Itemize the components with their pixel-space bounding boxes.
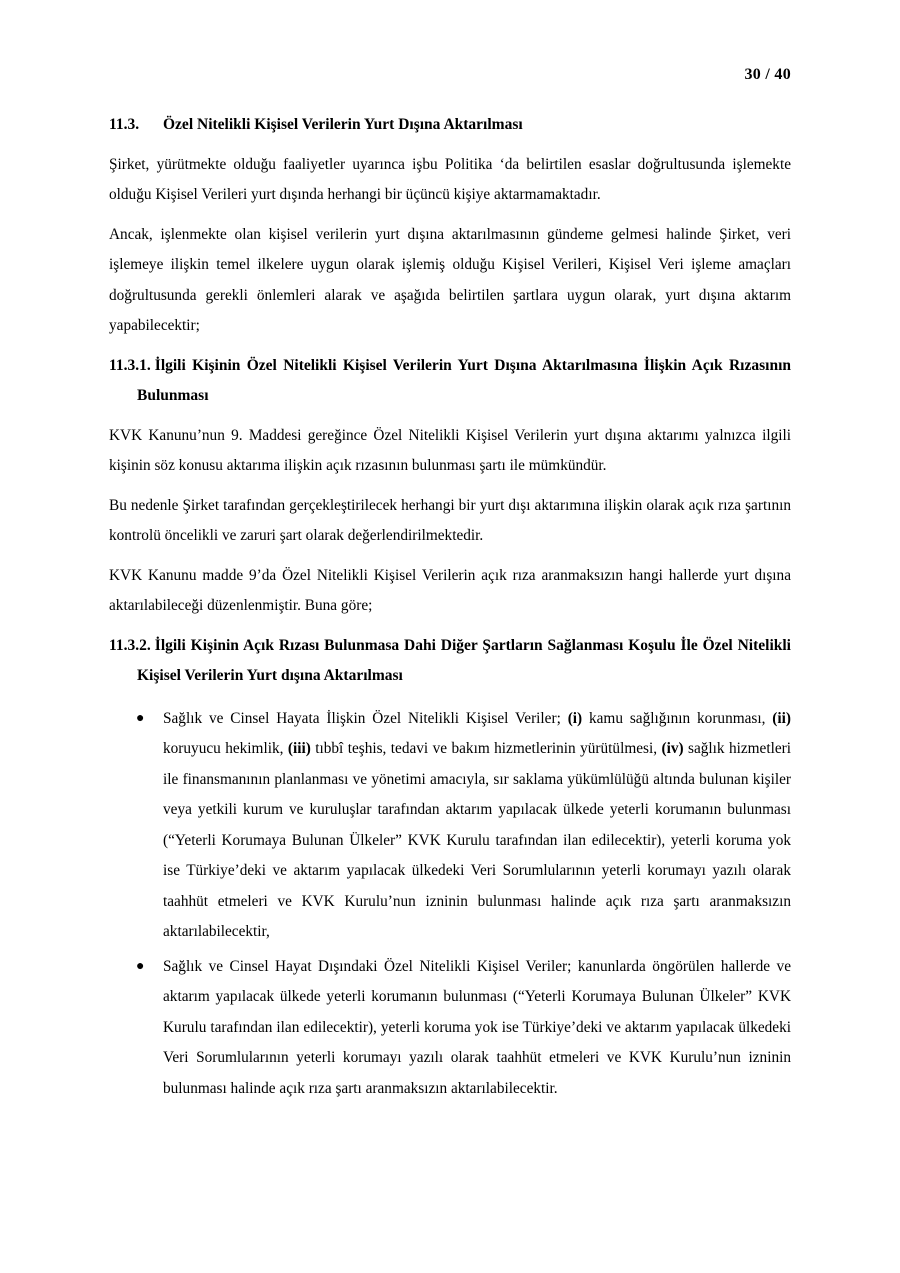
text-run: koruyucu hekimlik, — [163, 740, 288, 757]
list-item — [136, 952, 791, 1105]
subsection-number: 11.3.2. — [109, 636, 151, 654]
enumeration-marker: (i) — [567, 709, 583, 727]
section-title: Özel Nitelikli Kişisel Verilerin Yurt Dışına Aktarılması — [163, 116, 523, 133]
subsection-heading — [109, 351, 791, 412]
text-run: Sağlık ve Cinsel Hayata İlişkin Özel Nitelikli Kişisel Veriler; — [163, 709, 568, 727]
bullet-icon: ● — [136, 710, 145, 726]
enumeration-marker: (iii) — [287, 740, 311, 757]
paragraph: Ancak, işlenmekte olan kişisel verilerin yurt dışına aktarılmasının gündeme gelmesi halinde Şirket, veri işlemeye ilişkin temel ilkelere uygun olarak işlemiş olduğu Kişisel Verileri, Kişisel Veri işleme amaçları doğrultusunda gerekli önlemleri alarak ve aşağıda belirtilen şartlara uygun olarak, yurt dışına aktarım yapabilecektir; — [109, 225, 791, 334]
text-run: sağlık hizmetleri ile finansmanının planlanması ve yönetimi amacıyla, sır saklama yükümlülüğü altında bulunan kişiler veya yetkili kurum ve kuruluşlar tarafından aktarım yapılacak ülkede yeterli korumanın bulunması (“Yeterli Korumaya Bulunan Ülkeler” KVK Kurulu tarafından ilan edilecektir), yeterli koruma yok ise Türkiye’deki ve aktarım yapılacak ülkedeki Veri Sorumlularının yeterli korumayı yazılı olarak taahhüt etmeleri ve KVK Kurulu’nun izninin bulunması halinde açık rıza şartı aranmaksızın aktarılabilecektir, — [163, 740, 791, 940]
enumeration-marker: (ii) — [772, 709, 791, 727]
subsection-number: 11.3.1. — [109, 356, 151, 374]
paragraph: KVK Kanunu’nun 9. Maddesi gereğince Özel Nitelikli Kişisel Verilerin yurt dışına aktarımı yalnızca ilgili kişinin söz konusu aktarıma ilişkin açık rızasının bulunması şartı ile mümkündür. — [109, 426, 791, 474]
section-heading — [109, 110, 791, 141]
page-number: 30 / 40 — [744, 66, 791, 83]
list-item-text — [163, 710, 791, 941]
bullet-list — [109, 704, 791, 1105]
section-number: 11.3. — [109, 116, 140, 133]
subsection-heading — [109, 631, 791, 692]
text-run: kamu sağlığının korunması, — [582, 709, 773, 727]
subsection-title: İlgili Kişinin Açık Rızası Bulunmasa Dahi Diğer Şartların Sağlanması Koşulu İle Özel Nitelikli Kişisel Verilerin Yurt dışına Aktarılması — [137, 636, 791, 684]
list-item — [136, 704, 791, 948]
bullet-icon: ● — [136, 958, 145, 974]
enumeration-marker: (iv) — [661, 740, 684, 757]
list-item-text: Sağlık ve Cinsel Hayat Dışındaki Özel Nitelikli Kişisel Veriler; kanunlarda öngörülen hallerde ve aktarım yapılacak ülkede yeterli korumanın bulunması (“Yeterli Korumaya Bulunan Ülkeler” KVK Kurulu tarafından ilan edilecektir), yeterli koruma yok ise Türkiye’deki ve aktarım yapılacak ülkedeki Veri Sorumlularının yeterli korumayı yazılı olarak taahhüt etmeleri ve KVK Kurulu’nun izninin bulunması halinde açık rıza şartı aranmaksızın aktarılabilecektir. — [163, 957, 791, 1097]
subsection-title: İlgili Kişinin Özel Nitelikli Kişisel Verilerin Yurt Dışına Aktarılmasına İlişkin Açık Rızasının Bulunması — [137, 356, 791, 404]
paragraph: Şirket, yürütmekte olduğu faaliyetler uyarınca işbu Politika ‘da belirtilen esaslar doğrultusunda işlemekte olduğu Kişisel Verileri yurt dışında herhangi bir üçüncü kişiye aktarmamaktadır. — [109, 155, 791, 203]
paragraph: Bu nedenle Şirket tarafından gerçekleştirilecek herhangi bir yurt dışı aktarımına ilişkin olarak açık rıza şartının kontrolü öncelikli ve zaruri şart olarak değerlendirilmektedir. — [109, 496, 791, 544]
page-content — [109, 110, 791, 1108]
paragraph: KVK Kanunu madde 9’da Özel Nitelikli Kişisel Verilerin açık rıza aranmaksızın hangi hallerde yurt dışına aktarılabileceği düzenlenmiştir. Buna göre; — [109, 566, 791, 614]
text-run: tıbbî teşhis, tedavi ve bakım hizmetlerinin yürütülmesi, — [310, 740, 662, 757]
